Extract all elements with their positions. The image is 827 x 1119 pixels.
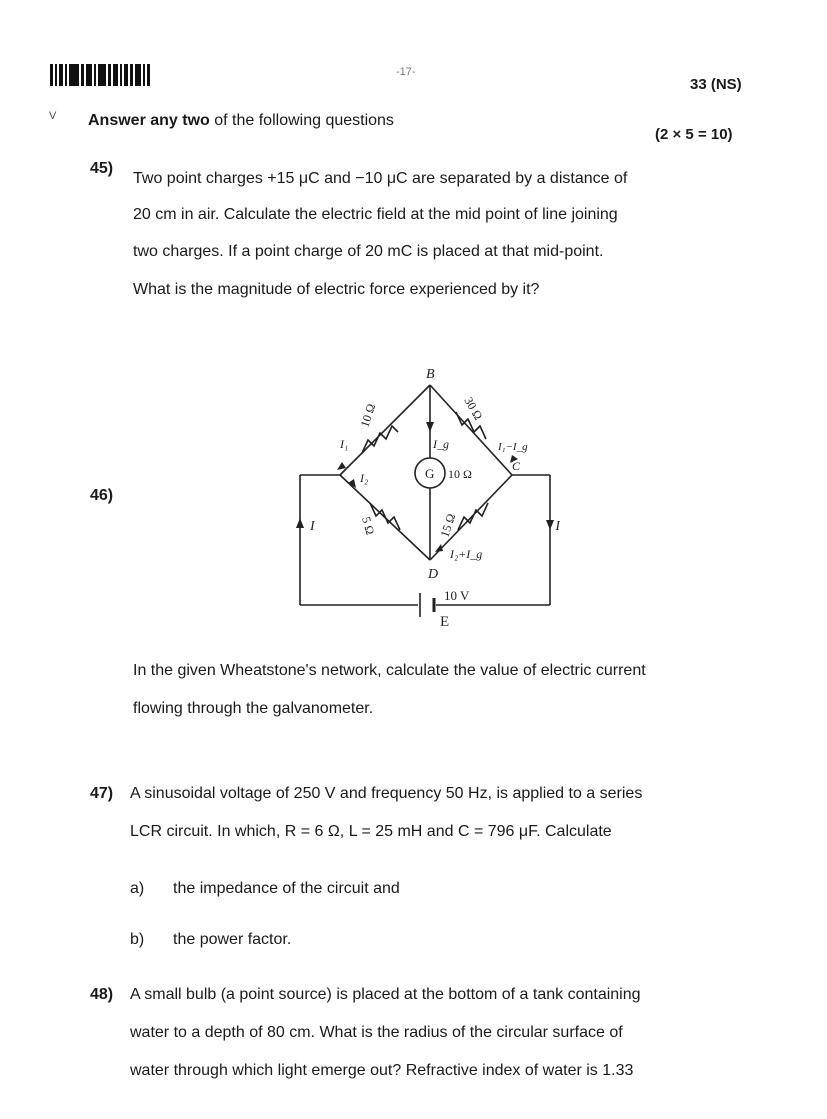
resistor-dc-label: 15 Ω (437, 511, 459, 539)
node-c-label: C (512, 459, 521, 473)
galvanometer-resistance-label: 10 Ω (448, 467, 472, 481)
current-left-label: I (310, 519, 315, 534)
arrow-i2-plus-ig (435, 544, 443, 552)
arrow-right-down (546, 520, 554, 530)
arrow-left-up (296, 518, 304, 528)
resistor-ad-label: 5 Ω (359, 515, 378, 537)
node-b-label: B (426, 367, 435, 382)
paper-code: 33 (NS) (690, 76, 742, 93)
question-number: 48) (90, 986, 114, 1003)
question-number: 45) (90, 160, 114, 177)
question-number: 47) (90, 785, 114, 802)
marks: (2 × 5 = 10) (655, 126, 733, 143)
current-i2-label: I₂ (360, 471, 369, 485)
question-text-line: flowing through the galvanometer. (133, 700, 374, 717)
question-text-line: LCR circuit. In which, R = 6 Ω, L = 25 mH and C = 796 μF. Calculate (130, 823, 612, 840)
question-text-line: 20 cm in air. Calculate the electric field at the mid point of line joining (133, 206, 618, 223)
option-text: the power factor. (173, 931, 292, 948)
galvanometer-label: G (425, 466, 435, 481)
battery-voltage-label: 10 V (444, 588, 470, 603)
instruction (88, 112, 394, 130)
question-text-line: A small bulb (a point source) is placed at the bottom of a tank containing (130, 986, 641, 1003)
current-i2-plus-ig-label: I₂+I_g (450, 547, 483, 561)
current-right-label: I (555, 519, 560, 534)
barcode (50, 64, 168, 86)
wheatstone-bridge-diagram (290, 360, 560, 640)
current-ig-label: I_g (433, 437, 449, 451)
question-number: 46) (90, 487, 114, 504)
instruction-rest: of the following questions (209, 112, 394, 129)
option-letter: b) (130, 931, 145, 948)
current-i1-minus-ig-label: I₁−I_g (498, 441, 528, 453)
option-text: the impedance of the circuit and (173, 880, 400, 897)
question-text-line: Two point charges +15 μC and −10 μC are separated by a distance of (133, 170, 628, 187)
resistor-ab-zigzag (362, 426, 398, 453)
question-text-line: water through which light emerge out? Refractive index of water is 1.33 (130, 1062, 634, 1079)
resistor-bc-label: 30 Ω (461, 394, 486, 423)
section-mark: V (49, 110, 57, 122)
instruction-bold: Answer any two (88, 112, 210, 129)
question-text-line: What is the magnitude of electric force experienced by it? (133, 281, 540, 298)
question-text-line: A sinusoidal voltage of 250 V and frequency 50 Hz, is applied to a series (130, 785, 643, 802)
page-number: -17- (396, 66, 416, 78)
arrow-ig (426, 422, 434, 432)
question-text-line: two charges. If a point charge of 20 mC is placed at that mid-point. (133, 243, 604, 260)
question-text-line: In the given Wheatstone's network, calculate the value of electric current (133, 662, 646, 679)
node-d-label: D (428, 567, 439, 582)
resistor-ab-label: 10 Ω (357, 401, 379, 429)
current-i1-label: I₁ (340, 437, 349, 451)
arrow-i1 (337, 462, 346, 470)
question-text-line: water to a depth of 80 cm. What is the radius of the circular surface of (130, 1024, 623, 1041)
battery-label: E (440, 614, 450, 630)
arm-ab (340, 385, 430, 475)
option-letter: a) (130, 880, 145, 897)
